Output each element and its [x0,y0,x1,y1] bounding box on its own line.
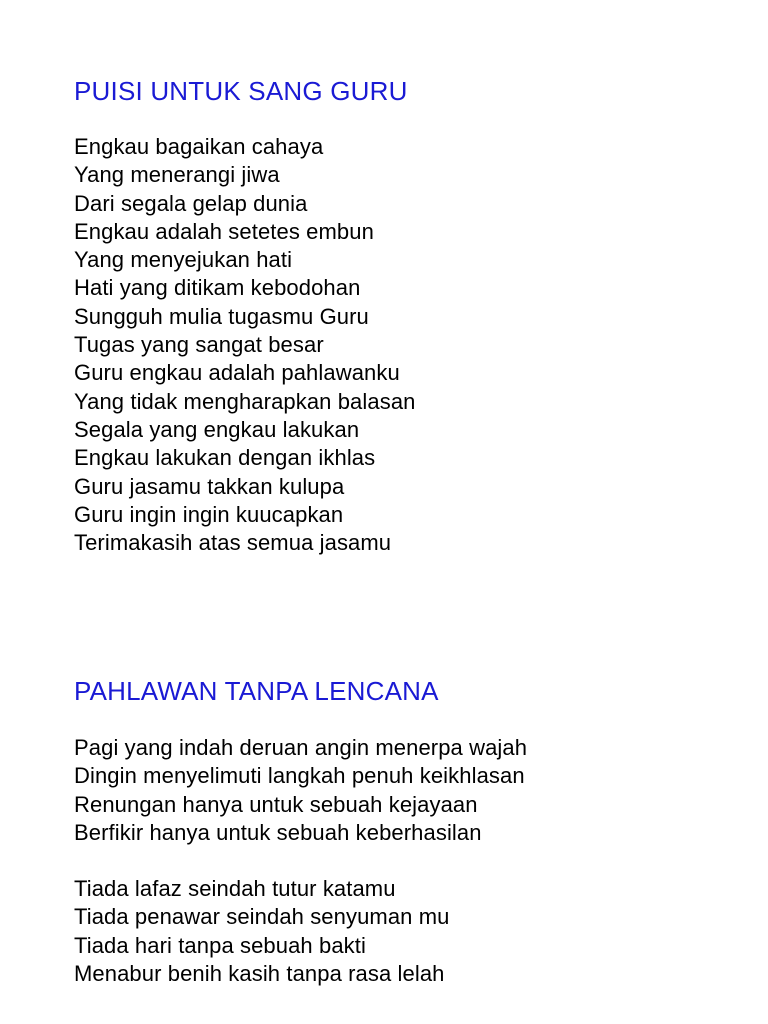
poem-2-title: PAHLAWAN TANPA LENCANA [74,676,439,706]
poem-line: Dingin menyelimuti langkah penuh keikhlasan [74,763,525,789]
poem-2-stanza-1 [74,734,527,847]
poem-line: Engkau bagaikan cahaya [74,134,324,159]
poem-line: Yang tidak mengharapkan balasan [74,388,416,414]
poem-line: Tugas yang sangat besar [74,332,324,358]
poem-line: Yang menyejukan hati [74,247,293,273]
poem-line: Guru jasamu takkan kulupa [74,473,345,499]
poem-line: Segala yang engkau lakukan [74,416,360,442]
poem-line: Pagi yang indah deruan angin menerpa wajah [74,735,528,760]
poem-line: Engkau adalah setetes embun [74,218,374,244]
poem-1-stanza-1 [74,133,416,557]
poem-line: Guru ingin ingin kuucapkan [74,501,344,527]
poem-line: Tiada hari tanpa sebuah bakti [74,932,366,958]
poem-line: Sungguh mulia tugasmu Guru [74,303,369,329]
poem-line: Renungan hanya untuk sebuah kejayaan [74,791,478,817]
poem-line: Engkau lakukan dengan ikhlas [74,445,376,471]
poem-1-title: PUISI UNTUK SANG GURU [74,76,408,106]
poem-2-stanza-2 [74,875,449,988]
poem-line: Berfikir hanya untuk sebuah keberhasilan [74,819,482,845]
poem-line: Menabur benih kasih tanpa rasa lelah [74,960,445,986]
poem-line: Hati yang ditikam kebodohan [74,275,361,301]
poem-line: Tiada penawar seindah senyuman mu [74,904,450,930]
poem-line: Dari segala gelap dunia [74,190,308,216]
poem-line: Tiada lafaz seindah tutur katamu [74,876,396,901]
poem-line: Yang menerangi jiwa [74,162,280,188]
poem-line: Guru engkau adalah pahlawanku [74,360,400,386]
poem-line: Terimakasih atas semua jasamu [74,530,392,556]
